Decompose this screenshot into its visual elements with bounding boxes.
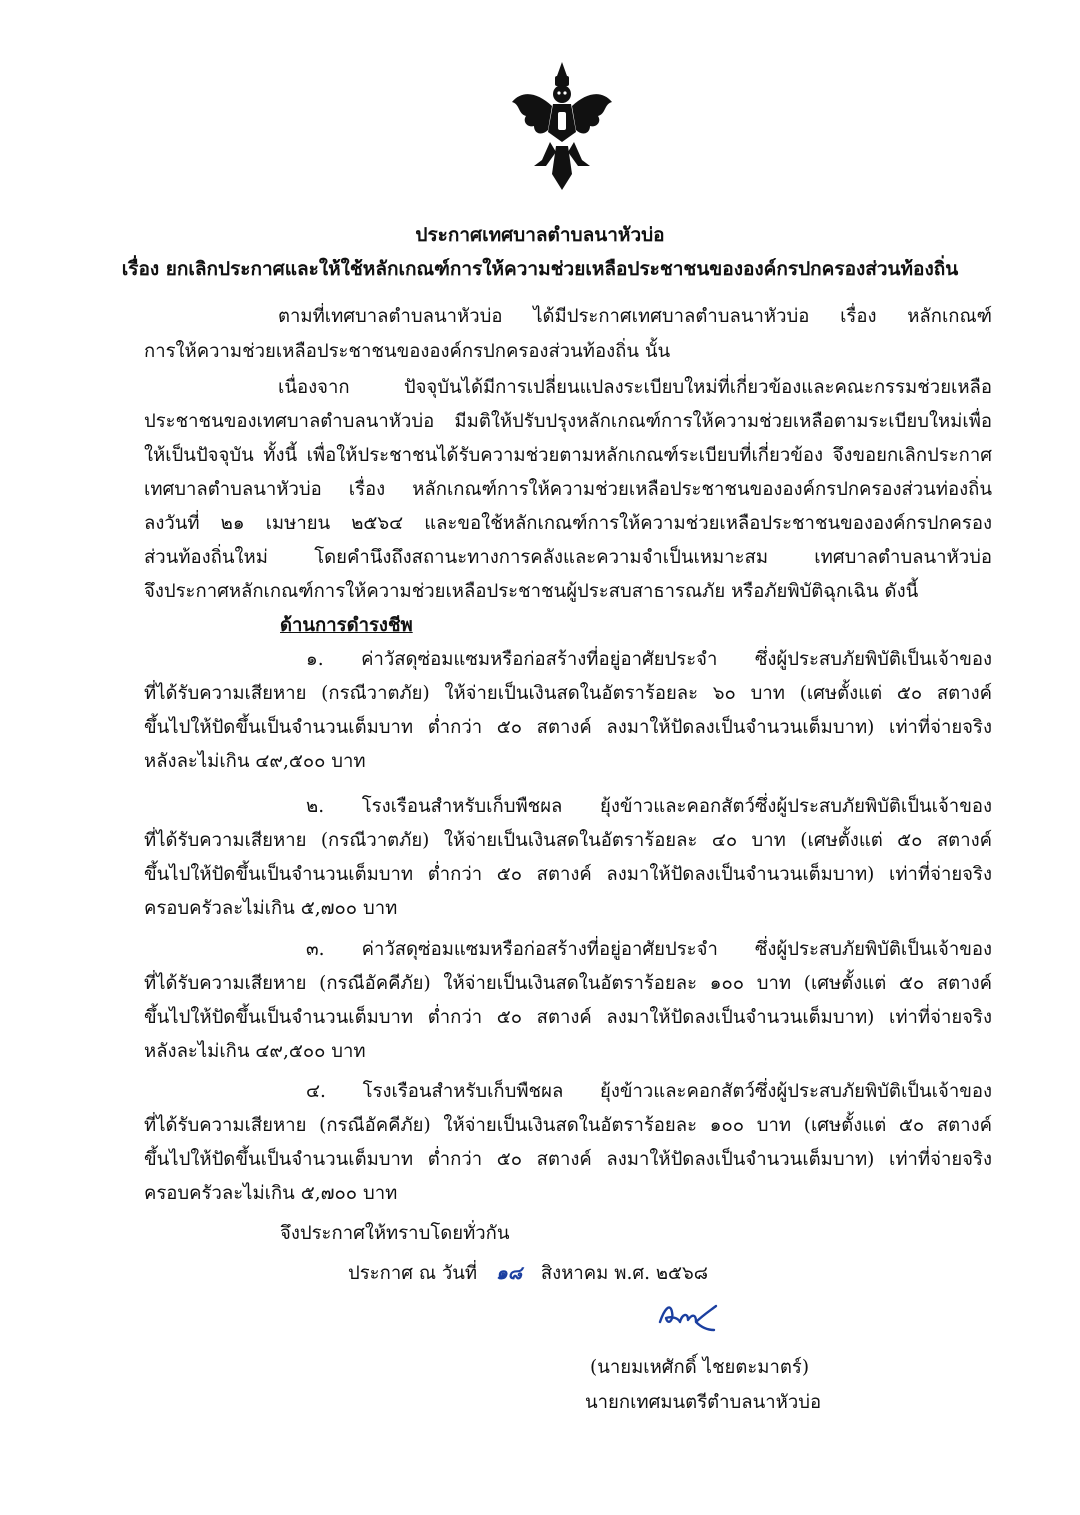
section-heading: ด้านการดำรงชีพ — [280, 615, 413, 636]
signer-position: นายกเทศมนตรีตำบลนาหัวบ่อ — [585, 1392, 822, 1413]
item-line: ๒. โรงเรือนสำหรับเก็บพืชผล ยุ้งข้าวและคอกสัตว์ซึ่งผู้ประสบภัยพิบัติเป็นเจ้าของ — [306, 796, 992, 817]
item-line: ขึ้นไปให้ปัดขึ้นเป็นจำนวนเต็มบาท ต่ำกว่า ๕๐ สตางค์ ลงมาให้ปัดลงเป็นจำนวนเต็มบาท) เท่าที่จ่ายจริง — [144, 1007, 992, 1028]
paragraph-line: เทศบาลตำบลนาหัวบ่อ เรื่อง หลักเกณฑ์การให้ความช่วยเหลือประชาชนขององค์กรปกครองส่วนท่องถิ่น — [144, 479, 992, 500]
handwritten-day: ๑๘ — [495, 1263, 522, 1284]
document-subject: เรื่อง ยกเลิกประกาศและให้ใช้หลักเกณฑ์การให้ความช่วยเหลือประชาชนขององค์กรปกครองส่วนท้องถิ่น — [121, 258, 959, 280]
signature-icon — [650, 1292, 730, 1336]
document-title: ประกาศเทศบาลตำบลนาหัวบ่อ — [415, 224, 665, 246]
item-line: ๑. ค่าวัสดุซ่อมแซมหรือก่อสร้างที่อยู่อาศัยประจำ ซึ่งผู้ประสบภัยพิบัติเป็นเจ้าของ — [306, 649, 992, 670]
item-line: ๔. โรงเรือนสำหรับเก็บพืชผล ยุ้งข้าวและคอกสัตว์ซึ่งผู้ประสบภัยพิบัติเป็นเจ้าของ — [306, 1081, 992, 1102]
paragraph-line: ส่วนท้องถิ่นใหม่ โดยคำนึงถึงสถานะทางการคลังและความจำเป็นเหมาะสม เทศบาลตำบลนาหัวบ่อ — [144, 547, 992, 568]
item-line: ที่ได้รับความเสียหาย (กรณีวาตภัย) ให้จ่ายเป็นเงินสดในอัตราร้อยละ ๔๐ บาท (เศษตั้งแต่ ๕๐ สตางค์ — [144, 830, 992, 851]
item-line: ที่ได้รับความเสียหาย (กรณีอัคคีภัย) ให้จ่ายเป็นเงินสดในอัตราร้อยละ ๑๐๐ บาท (เศษตั้งแต่ ๕๐ สตางค์ — [144, 973, 992, 994]
item-line: ๓. ค่าวัสดุซ่อมแซมหรือก่อสร้างที่อยู่อาศัยประจำ ซึ่งผู้ประสบภัยพิบัติเป็นเจ้าของ — [306, 939, 992, 960]
item-line: ครอบครัวละไม่เกิน ๕,๗๐๐ บาท — [144, 1183, 398, 1204]
item-line: ที่ได้รับความเสียหาย (กรณีวาตภัย) ให้จ่ายเป็นเงินสดในอัตราร้อยละ ๖๐ บาท (เศษตั้งแต่ ๕๐ สตางค์ — [144, 683, 992, 704]
signer-name: (นายมเหศักดิ์ ไชยตะมาตร์) — [590, 1357, 810, 1378]
item-line: ครอบครัวละไม่เกิน ๕,๗๐๐ บาท — [144, 898, 398, 919]
paragraph-line: เนื่องจาก ปัจจุบันได้มีการเปลี่ยนแปลงระเบียบใหม่ที่เกี่ยวข้องและคณะกรรมช่วยเหลือ — [278, 377, 992, 398]
paragraph-line: ประชาชนของเทศบาลตำบลนาหัวบ่อ มีมติให้ปรับปรุงหลักเกณฑ์การให้ความช่วยเหลือตามระเบียบใหม่เพื่อ — [144, 411, 992, 432]
paragraph-line: การให้ความช่วยเหลือประชาชนขององค์กรปกครองส่วนท้องถิ่น นั้น — [144, 341, 671, 362]
item-line: หลังละไม่เกิน ๔๙,๕๐๐ บาท — [144, 751, 366, 772]
item-line: ที่ได้รับความเสียหาย (กรณีอัคคีภัย) ให้จ่ายเป็นเงินสดในอัตราร้อยละ ๑๐๐ บาท (เศษตั้งแต่ ๕๐ สตางค์ — [144, 1115, 992, 1136]
item-line: ขึ้นไปให้ปัดขึ้นเป็นจำนวนเต็มบาท ต่ำกว่า ๕๐ สตางค์ ลงมาให้ปัดลงเป็นจำนวนเต็มบาท) เท่าที่จ่ายจริง — [144, 717, 992, 738]
date-month-year: สิงหาคม พ.ศ. ๒๕๖๘ — [540, 1263, 709, 1284]
item-line: ขึ้นไปให้ปัดขึ้นเป็นจำนวนเต็มบาท ต่ำกว่า ๕๐ สตางค์ ลงมาให้ปัดลงเป็นจำนวนเต็มบาท) เท่าที่จ่ายจริง — [144, 864, 992, 885]
paragraph-line: ให้เป็นปัจจุบัน ทั้งนี้ เพื่อให้ประชาชนได้รับความช่วยตามหลักเกณฑ์ระเบียบที่เกี่ยวข้อง จึงขอยกเลิกประกาศ — [144, 445, 992, 466]
garuda-emblem-icon — [512, 62, 612, 190]
item-line: ขึ้นไปให้ปัดขึ้นเป็นจำนวนเต็มบาท ต่ำกว่า ๕๐ สตางค์ ลงมาให้ปัดลงเป็นจำนวนเต็มบาท) เท่าที่จ่ายจริง — [144, 1149, 992, 1170]
item-line: หลังละไม่เกิน ๔๙,๕๐๐ บาท — [144, 1041, 366, 1062]
date-prefix: ประกาศ ณ วันที่ — [348, 1263, 478, 1284]
paragraph-line: ตามที่เทศบาลตำบลนาหัวบ่อ ได้มีประกาศเทศบาลตำบลนาหัวบ่อ เรื่อง หลักเกณฑ์ — [278, 306, 992, 327]
date-line — [348, 1262, 708, 1286]
paragraph-line: จึงประกาศหลักเกณฑ์การให้ความช่วยเหลือประชาชนผู้ประสบสาธารณภัย หรือภัยพิบัติฉุกเฉิน ดังนี้ — [144, 581, 919, 602]
paragraph-line: ลงวันที่ ๒๑ เมษายน ๒๕๖๔ และขอใช้หลักเกณฑ์การให้ความช่วยเหลือประชาชนขององค์กรปกครอง — [144, 513, 992, 534]
closing-text: จึงประกาศให้ทราบโดยทั่วกัน — [280, 1223, 510, 1244]
